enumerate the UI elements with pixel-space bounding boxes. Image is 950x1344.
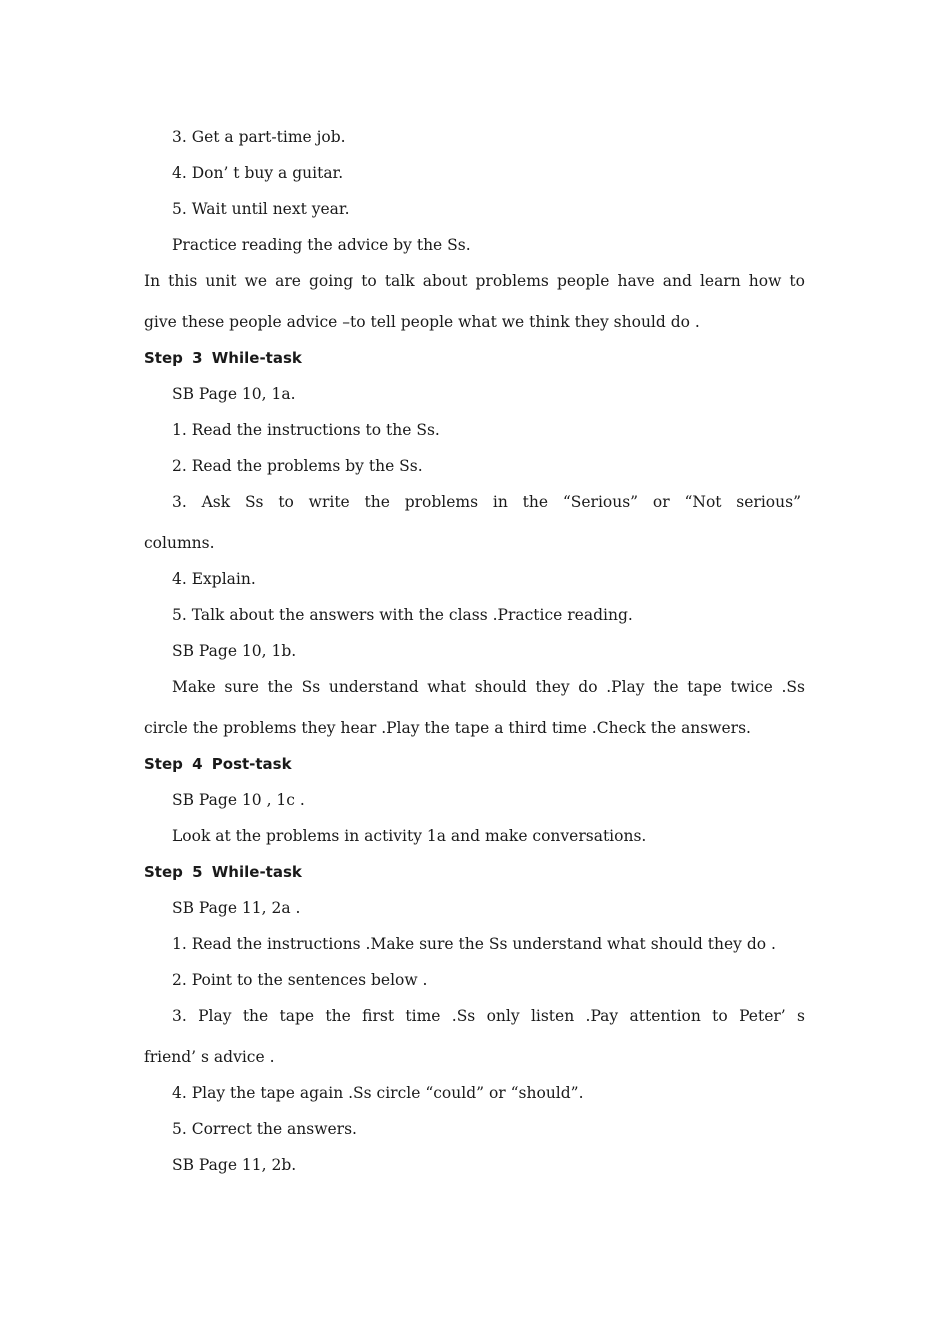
text-line: columns. <box>144 534 215 552</box>
text-line: SB Page 10, 1a. <box>172 385 296 403</box>
text-line: 1. Read the instructions .Make sure the Ss understand what should they do . <box>172 935 776 953</box>
text-line: Look at the problems in activity 1a and make conversations. <box>172 827 647 845</box>
text-line: Practice reading the advice by the Ss. <box>172 236 471 254</box>
text-line: 4. Don’ t buy a guitar. <box>172 164 344 182</box>
text-line: 2. Read the problems by the Ss. <box>172 457 423 475</box>
text-line: 4. Explain. <box>172 570 256 588</box>
text-line: 3. Ask Ss to write the problems in the “Serious” or “Not serious” <box>172 493 801 511</box>
text-line: 1. Read the instructions to the Ss. <box>172 421 440 439</box>
text-line: 3. Get a part-time job. <box>172 128 346 146</box>
text-line: 5. Wait until next year. <box>172 200 350 218</box>
text-line: Make sure the Ss understand what should they do .Play the tape twice .Ss <box>172 678 805 696</box>
section-heading: Step 3 While-task <box>144 349 302 367</box>
text-line: 4. Play the tape again .Ss circle “could” or “should”. <box>172 1084 584 1102</box>
text-line: SB Page 11, 2b. <box>172 1156 297 1174</box>
text-line: 5. Talk about the answers with the class .Practice reading. <box>172 606 633 624</box>
text-line: SB Page 10, 1b. <box>172 642 297 660</box>
text-line: SB Page 11, 2a . <box>172 899 301 917</box>
text-line: give these people advice –to tell people what we think they should do . <box>144 313 700 331</box>
section-heading: Step 5 While-task <box>144 863 302 881</box>
text-line: 2. Point to the sentences below . <box>172 971 428 989</box>
text-line: friend’ s advice . <box>144 1048 275 1066</box>
text-line: 5. Correct the answers. <box>172 1120 357 1138</box>
section-heading: Step 4 Post-task <box>144 755 292 773</box>
text-line: SB Page 10 , 1c . <box>172 791 305 809</box>
text-line: circle the problems they hear .Play the tape a third time .Check the answers. <box>144 719 751 737</box>
text-line: In this unit we are going to talk about problems people have and learn how to <box>144 272 805 290</box>
text-line: 3. Play the tape the first time .Ss only listen .Pay attention to Peter’ s <box>172 1007 805 1025</box>
